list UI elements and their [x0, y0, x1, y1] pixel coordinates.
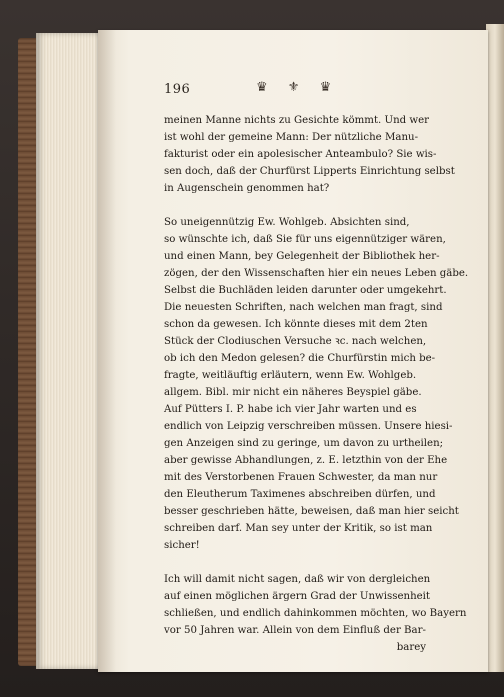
text-line: in Augenschein genommen hat? [164, 183, 330, 194]
book-page [98, 30, 488, 672]
text-line: schon da gewesen. Ich könnte dieses mit dem 2ten [164, 319, 428, 330]
text-line: besser geschrieben hätte, beweisen, daß man hier seicht [164, 506, 459, 517]
text-line: gen Anzeigen sind zu geringe, um davon zu urtheilen; [164, 438, 444, 449]
page-number: 196 [164, 82, 191, 97]
facing-page-edge [486, 24, 504, 672]
body-text [164, 112, 469, 673]
text-line: mit des Verstorbenen Frauen Schwester, da man nur [164, 472, 438, 483]
text-line: ob ich den Medon gelesen? die Churfürstin mich be- [164, 353, 436, 364]
paragraph-3 [164, 571, 467, 656]
text-line: schließen, und endlich dahinkommen möchten, wo Bayern [164, 608, 467, 619]
text-line: zögen, der den Wissenschaften hier ein neues Leben gäbe. [164, 268, 469, 279]
text-line: So uneigennützig Ew. Wohlgeb. Absichten sind, [164, 217, 410, 228]
text-line: meinen Manne nichts zu Gesichte kömmt. Und wer [164, 115, 430, 126]
text-line: aber gewisse Abhandlungen, z. E. letzthin von der Ehe [164, 455, 448, 466]
paragraph-1 [164, 112, 455, 197]
text-line: fragte, weitläuftig erläutern, wenn Ew. Wohlgeb. [164, 370, 417, 381]
text-line: sen doch, daß der Churfürst Lipperts Einrichtung selbst [164, 166, 455, 177]
text-line: Die neuesten Schriften, nach welchen man fragt, sind [164, 302, 443, 313]
paragraph-2 [164, 214, 469, 554]
text-line: Ich will damit nicht sagen, daß wir von dergleichen [164, 574, 431, 585]
text-line: so wünschte ich, daß Sie für uns eigennütziger wären, [164, 234, 446, 245]
text-line: den Eleutherum Taximenes abschreiben dürfen, und [164, 489, 436, 500]
text-line: sicher! [164, 540, 200, 551]
text-line: Stück der Clodiuschen Versuche ꝛc. nach welchen, [164, 336, 427, 347]
text-line: Selbst die Buchläden leiden darunter oder umgekehrt. [164, 285, 447, 296]
text-line: auf einen möglichen ärgern Grad der Unwissenheit [164, 591, 431, 602]
text-line: fakturist oder ein apolesischer Anteambulo? Sie wis- [164, 149, 437, 160]
text-line: allgem. Bibl. mir nicht ein näheres Beyspiel gäbe. [164, 387, 422, 398]
text-line: und einen Mann, bey Gelegenheit der Bibliothek her- [164, 251, 440, 262]
crown-ornament-icon: ♛ ⚜ ♛ [256, 80, 340, 95]
text-line: Auf Pütters I. P. habe ich vier Jahr warten und es [164, 404, 417, 415]
page-stack [36, 33, 102, 669]
text-line: endlich von Leipzig verschreiben müssen. Unsere hiesi- [164, 421, 453, 432]
text-line: schreiben darf. Man sey unter der Kritik, so ist man [164, 523, 433, 534]
text-line: vor 50 Jahren war. Allein von dem Einfluß der Bar- [164, 625, 426, 636]
catchword: barey [396, 642, 426, 653]
page-header [164, 82, 424, 100]
text-line: ist wohl der gemeine Mann: Der nützliche Manu- [164, 132, 419, 143]
gutter-shadow [98, 30, 116, 672]
